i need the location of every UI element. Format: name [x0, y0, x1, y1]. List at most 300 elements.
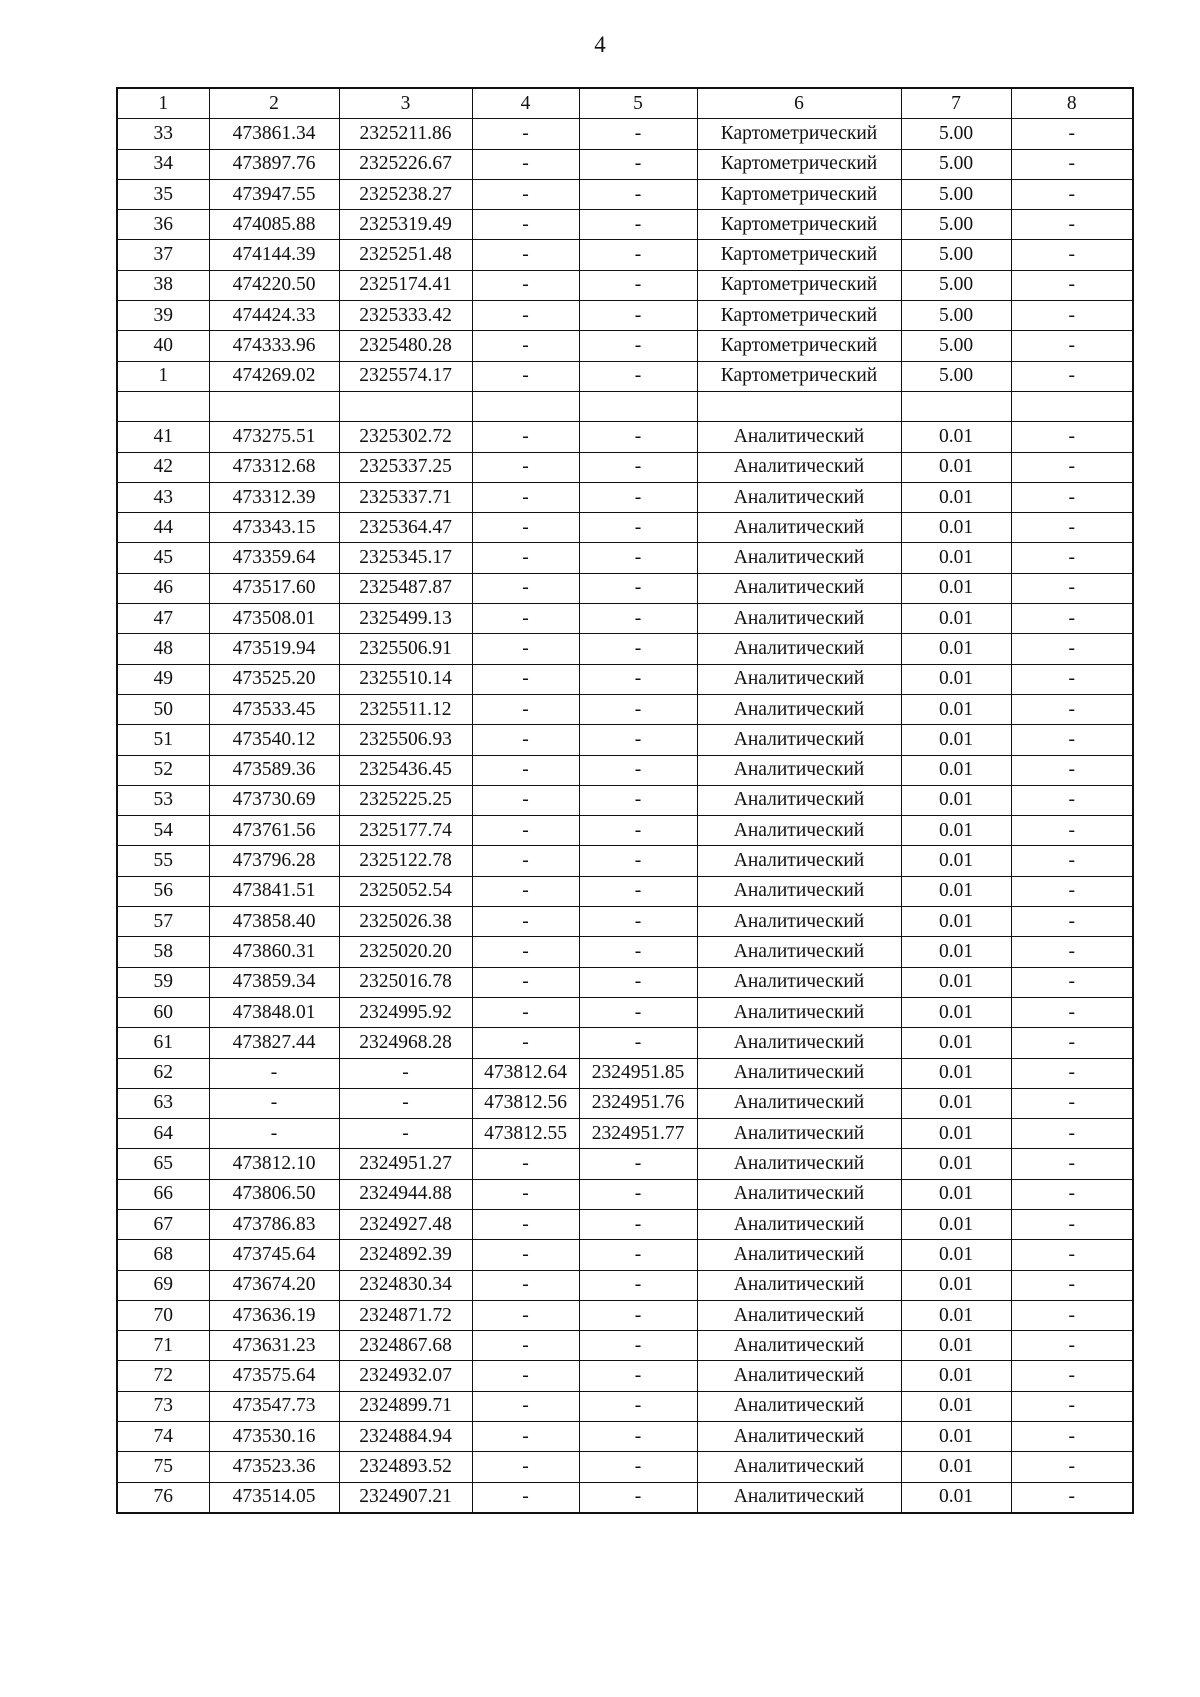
accuracy-cell: 0.01	[901, 664, 1011, 694]
y-coordinate-alt-cell: -	[579, 1240, 697, 1270]
method-cell: Аналитический	[697, 1240, 901, 1270]
description-cell: -	[1011, 694, 1133, 724]
method-cell: Картометрический	[697, 331, 901, 361]
method-cell: Картометрический	[697, 301, 901, 331]
y-coordinate-cell: 2325506.93	[339, 725, 472, 755]
table-row	[117, 1119, 1133, 1149]
description-cell: -	[1011, 270, 1133, 300]
accuracy-cell: 0.01	[901, 997, 1011, 1027]
x-coordinate-cell: 474424.33	[209, 301, 339, 331]
accuracy-cell: 0.01	[901, 1482, 1011, 1513]
y-coordinate-alt-cell: -	[579, 1452, 697, 1482]
x-coordinate-cell: 473575.64	[209, 1361, 339, 1391]
x-coordinate-alt-cell: -	[472, 1209, 579, 1239]
y-coordinate-alt-cell: -	[579, 1209, 697, 1239]
y-coordinate-alt-cell: 2324951.85	[579, 1058, 697, 1088]
y-coordinate-alt-cell: 2324951.76	[579, 1088, 697, 1118]
method-cell: Картометрический	[697, 119, 901, 149]
table-row	[117, 331, 1133, 361]
y-coordinate-cell: 2324899.71	[339, 1391, 472, 1421]
x-coordinate-cell: 474220.50	[209, 270, 339, 300]
description-cell: -	[1011, 816, 1133, 846]
accuracy-cell: 0.01	[901, 876, 1011, 906]
accuracy-cell: 0.01	[901, 967, 1011, 997]
x-coordinate-alt-cell: -	[472, 452, 579, 482]
y-coordinate-cell: 2325511.12	[339, 694, 472, 724]
accuracy-cell: 0.01	[901, 513, 1011, 543]
y-coordinate-alt-cell: -	[579, 604, 697, 634]
description-cell: -	[1011, 1119, 1133, 1149]
y-coordinate-alt-cell: -	[579, 270, 697, 300]
x-coordinate-alt-cell: -	[472, 604, 579, 634]
page-number: 4	[594, 32, 606, 57]
table-row	[117, 907, 1133, 937]
accuracy-cell: 0.01	[901, 755, 1011, 785]
accuracy-cell: 5.00	[901, 119, 1011, 149]
accuracy-cell: 0.01	[901, 1331, 1011, 1361]
table-row	[117, 149, 1133, 179]
x-coordinate-cell: 473312.39	[209, 482, 339, 512]
y-coordinate-alt-cell: -	[579, 1270, 697, 1300]
accuracy-cell: 0.01	[901, 937, 1011, 967]
x-coordinate-alt-cell: -	[472, 149, 579, 179]
x-coordinate-alt-cell: -	[472, 1331, 579, 1361]
table-row	[117, 604, 1133, 634]
method-cell: Картометрический	[697, 179, 901, 209]
method-cell: Аналитический	[697, 1422, 901, 1452]
description-cell: -	[1011, 725, 1133, 755]
accuracy-cell: 0.01	[901, 1028, 1011, 1058]
point-number-cell: 72	[117, 1361, 209, 1391]
method-cell: Аналитический	[697, 573, 901, 603]
x-coordinate-cell: 473730.69	[209, 785, 339, 815]
x-coordinate-alt-cell: -	[472, 1028, 579, 1058]
y-coordinate-alt-cell: -	[579, 573, 697, 603]
table-row	[117, 816, 1133, 846]
point-number-cell: 75	[117, 1452, 209, 1482]
y-coordinate-alt-cell: -	[579, 301, 697, 331]
accuracy-cell: 0.01	[901, 1179, 1011, 1209]
table-row	[117, 1028, 1133, 1058]
y-coordinate-alt-cell: -	[579, 1179, 697, 1209]
y-coordinate-alt-cell: -	[579, 513, 697, 543]
y-coordinate-cell: 2325499.13	[339, 604, 472, 634]
method-cell: Аналитический	[697, 1300, 901, 1330]
table-row	[117, 1209, 1133, 1239]
y-coordinate-alt-cell: -	[579, 1331, 697, 1361]
description-cell: -	[1011, 1452, 1133, 1482]
accuracy-cell: 5.00	[901, 361, 1011, 391]
y-coordinate-cell: 2324871.72	[339, 1300, 472, 1330]
point-number-cell: 49	[117, 664, 209, 694]
x-coordinate-cell: 473631.23	[209, 1331, 339, 1361]
method-cell: Аналитический	[697, 1331, 901, 1361]
x-coordinate-cell: 473517.60	[209, 573, 339, 603]
y-coordinate-cell: 2324893.52	[339, 1452, 472, 1482]
y-coordinate-cell: 2325345.17	[339, 543, 472, 573]
table-row	[117, 997, 1133, 1027]
accuracy-cell: 0.01	[901, 1119, 1011, 1149]
method-cell: Аналитический	[697, 725, 901, 755]
x-coordinate-alt-cell: -	[472, 1240, 579, 1270]
x-coordinate-cell: 473523.36	[209, 1452, 339, 1482]
x-coordinate-cell: 473674.20	[209, 1270, 339, 1300]
accuracy-cell: 0.01	[901, 1300, 1011, 1330]
accuracy-cell: 5.00	[901, 210, 1011, 240]
point-number-cell: 35	[117, 179, 209, 209]
header-cell: 7	[901, 88, 1011, 119]
point-number-cell: 73	[117, 1391, 209, 1421]
point-number-cell: 68	[117, 1240, 209, 1270]
y-coordinate-alt-cell: -	[579, 785, 697, 815]
x-coordinate-alt-cell: -	[472, 997, 579, 1027]
description-cell: -	[1011, 543, 1133, 573]
point-number-cell: 54	[117, 816, 209, 846]
method-cell: Аналитический	[697, 907, 901, 937]
header-cell: 2	[209, 88, 339, 119]
method-cell: Аналитический	[697, 1088, 901, 1118]
x-coordinate-alt-cell: 473812.64	[472, 1058, 579, 1088]
x-coordinate-alt-cell: -	[472, 1270, 579, 1300]
y-coordinate-cell: 2325122.78	[339, 846, 472, 876]
y-coordinate-cell: 2324884.94	[339, 1422, 472, 1452]
accuracy-cell: 0.01	[901, 1452, 1011, 1482]
table-row	[117, 1361, 1133, 1391]
table-row	[117, 1452, 1133, 1482]
x-coordinate-alt-cell: -	[472, 937, 579, 967]
y-coordinate-alt-cell: 2324951.77	[579, 1119, 697, 1149]
y-coordinate-alt-cell: -	[579, 664, 697, 694]
table-row	[117, 937, 1133, 967]
x-coordinate-alt-cell: -	[472, 1149, 579, 1179]
y-coordinate-cell: 2324892.39	[339, 1240, 472, 1270]
x-coordinate-cell: 473514.05	[209, 1482, 339, 1513]
description-cell: -	[1011, 937, 1133, 967]
method-cell: Картометрический	[697, 270, 901, 300]
point-number-cell: 67	[117, 1209, 209, 1239]
accuracy-cell	[901, 391, 1011, 421]
accuracy-cell: 0.01	[901, 1240, 1011, 1270]
y-coordinate-cell: 2325020.20	[339, 937, 472, 967]
table-row	[117, 1391, 1133, 1421]
table-row	[117, 1300, 1133, 1330]
method-cell: Аналитический	[697, 1179, 901, 1209]
x-coordinate-alt-cell: -	[472, 1300, 579, 1330]
y-coordinate-cell: 2324830.34	[339, 1270, 472, 1300]
method-cell: Аналитический	[697, 482, 901, 512]
method-cell: Аналитический	[697, 694, 901, 724]
accuracy-cell: 0.01	[901, 604, 1011, 634]
method-cell: Аналитический	[697, 513, 901, 543]
y-coordinate-alt-cell: -	[579, 967, 697, 997]
accuracy-cell: 0.01	[901, 907, 1011, 937]
description-cell: -	[1011, 907, 1133, 937]
y-coordinate-cell: 2325319.49	[339, 210, 472, 240]
description-cell: -	[1011, 422, 1133, 452]
table-row	[117, 876, 1133, 906]
description-cell	[1011, 391, 1133, 421]
method-cell: Картометрический	[697, 149, 901, 179]
table-row	[117, 1058, 1133, 1088]
x-coordinate-cell: 474085.88	[209, 210, 339, 240]
y-coordinate-cell: 2325333.42	[339, 301, 472, 331]
point-number-cell: 37	[117, 240, 209, 270]
y-coordinate-cell: 2325506.91	[339, 634, 472, 664]
point-number-cell: 56	[117, 876, 209, 906]
accuracy-cell: 5.00	[901, 149, 1011, 179]
y-coordinate-cell: 2324927.48	[339, 1209, 472, 1239]
table-row	[117, 755, 1133, 785]
point-number-cell	[117, 391, 209, 421]
accuracy-cell: 5.00	[901, 240, 1011, 270]
y-coordinate-alt-cell: -	[579, 816, 697, 846]
table-row	[117, 482, 1133, 512]
method-cell: Аналитический	[697, 604, 901, 634]
point-number-cell: 69	[117, 1270, 209, 1300]
x-coordinate-cell: 473745.64	[209, 1240, 339, 1270]
y-coordinate-cell: 2324944.88	[339, 1179, 472, 1209]
table-row	[117, 1270, 1133, 1300]
header-cell: 4	[472, 88, 579, 119]
point-number-cell: 43	[117, 482, 209, 512]
x-coordinate-alt-cell: -	[472, 513, 579, 543]
accuracy-cell: 0.01	[901, 816, 1011, 846]
x-coordinate-cell	[209, 391, 339, 421]
y-coordinate-alt-cell: -	[579, 907, 697, 937]
method-cell: Аналитический	[697, 997, 901, 1027]
accuracy-cell: 0.01	[901, 634, 1011, 664]
y-coordinate-alt-cell: -	[579, 452, 697, 482]
y-coordinate-cell: 2325487.87	[339, 573, 472, 603]
y-coordinate-cell: 2325026.38	[339, 907, 472, 937]
accuracy-cell: 0.01	[901, 1422, 1011, 1452]
table-row	[117, 422, 1133, 452]
x-coordinate-cell: 473540.12	[209, 725, 339, 755]
y-coordinate-alt-cell: -	[579, 725, 697, 755]
point-number-cell: 34	[117, 149, 209, 179]
method-cell: Аналитический	[697, 1482, 901, 1513]
description-cell: -	[1011, 1270, 1133, 1300]
accuracy-cell: 0.01	[901, 1088, 1011, 1118]
x-coordinate-alt-cell: -	[472, 725, 579, 755]
y-coordinate-alt-cell: -	[579, 361, 697, 391]
y-coordinate-cell	[339, 391, 472, 421]
x-coordinate-cell: 473359.64	[209, 543, 339, 573]
y-coordinate-alt-cell: -	[579, 331, 697, 361]
x-coordinate-cell: 473275.51	[209, 422, 339, 452]
y-coordinate-alt-cell: -	[579, 482, 697, 512]
description-cell: -	[1011, 755, 1133, 785]
description-cell: -	[1011, 1179, 1133, 1209]
table-row	[117, 179, 1133, 209]
point-number-cell: 38	[117, 270, 209, 300]
table-row	[117, 1088, 1133, 1118]
x-coordinate-cell: 474144.39	[209, 240, 339, 270]
x-coordinate-cell: 473530.16	[209, 1422, 339, 1452]
accuracy-cell: 0.01	[901, 422, 1011, 452]
table-row	[117, 1149, 1133, 1179]
y-coordinate-cell: 2324951.27	[339, 1149, 472, 1179]
accuracy-cell: 0.01	[901, 1209, 1011, 1239]
x-coordinate-alt-cell: -	[472, 785, 579, 815]
table-row	[117, 240, 1133, 270]
y-coordinate-cell: 2325211.86	[339, 119, 472, 149]
accuracy-cell: 0.01	[901, 1270, 1011, 1300]
point-number-cell: 74	[117, 1422, 209, 1452]
description-cell: -	[1011, 331, 1133, 361]
point-number-cell: 41	[117, 422, 209, 452]
description-cell: -	[1011, 240, 1133, 270]
coordinates-table	[116, 87, 1134, 1514]
x-coordinate-alt-cell: -	[472, 301, 579, 331]
point-number-cell: 55	[117, 846, 209, 876]
description-cell: -	[1011, 997, 1133, 1027]
header-cell: 8	[1011, 88, 1133, 119]
point-number-cell: 50	[117, 694, 209, 724]
x-coordinate-cell: 473312.68	[209, 452, 339, 482]
table-row	[117, 391, 1133, 421]
x-coordinate-cell: 473533.45	[209, 694, 339, 724]
table-row	[117, 664, 1133, 694]
accuracy-cell: 0.01	[901, 694, 1011, 724]
y-coordinate-cell: 2325251.48	[339, 240, 472, 270]
accuracy-cell: 0.01	[901, 1058, 1011, 1088]
method-cell: Картометрический	[697, 361, 901, 391]
y-coordinate-alt-cell: -	[579, 755, 697, 785]
x-coordinate-alt-cell: -	[472, 1391, 579, 1421]
description-cell: -	[1011, 513, 1133, 543]
point-number-cell: 61	[117, 1028, 209, 1058]
method-cell: Аналитический	[697, 452, 901, 482]
y-coordinate-cell: -	[339, 1088, 472, 1118]
description-cell: -	[1011, 482, 1133, 512]
point-number-cell: 53	[117, 785, 209, 815]
x-coordinate-cell: 473519.94	[209, 634, 339, 664]
x-coordinate-alt-cell: -	[472, 1452, 579, 1482]
table-row	[117, 1422, 1133, 1452]
point-number-cell: 66	[117, 1179, 209, 1209]
accuracy-cell: 0.01	[901, 482, 1011, 512]
description-cell: -	[1011, 1028, 1133, 1058]
y-coordinate-cell: 2324907.21	[339, 1482, 472, 1513]
method-cell: Аналитический	[697, 937, 901, 967]
x-coordinate-cell: 473547.73	[209, 1391, 339, 1421]
table-row	[117, 1331, 1133, 1361]
x-coordinate-alt-cell: -	[472, 422, 579, 452]
description-cell: -	[1011, 210, 1133, 240]
y-coordinate-cell: 2325177.74	[339, 816, 472, 846]
y-coordinate-cell: 2325510.14	[339, 664, 472, 694]
y-coordinate-cell: 2325574.17	[339, 361, 472, 391]
x-coordinate-cell: 473897.76	[209, 149, 339, 179]
y-coordinate-alt-cell: -	[579, 119, 697, 149]
point-number-cell: 47	[117, 604, 209, 634]
y-coordinate-alt-cell: -	[579, 240, 697, 270]
table-row	[117, 634, 1133, 664]
description-cell: -	[1011, 1300, 1133, 1330]
y-coordinate-cell: 2325016.78	[339, 967, 472, 997]
y-coordinate-alt-cell: -	[579, 179, 697, 209]
y-coordinate-cell: 2325302.72	[339, 422, 472, 452]
x-coordinate-alt-cell: -	[472, 361, 579, 391]
table-row	[117, 694, 1133, 724]
x-coordinate-cell: -	[209, 1088, 339, 1118]
y-coordinate-cell: -	[339, 1058, 472, 1088]
y-coordinate-cell: 2324867.68	[339, 1331, 472, 1361]
description-cell: -	[1011, 1422, 1133, 1452]
method-cell: Аналитический	[697, 1028, 901, 1058]
point-number-cell: 44	[117, 513, 209, 543]
point-number-cell: 45	[117, 543, 209, 573]
y-coordinate-alt-cell: -	[579, 1422, 697, 1452]
table-row	[117, 543, 1133, 573]
y-coordinate-alt-cell	[579, 391, 697, 421]
x-coordinate-alt-cell: -	[472, 543, 579, 573]
y-coordinate-cell: 2325364.47	[339, 513, 472, 543]
description-cell: -	[1011, 1209, 1133, 1239]
table-row	[117, 967, 1133, 997]
y-coordinate-cell: 2325226.67	[339, 149, 472, 179]
method-cell: Аналитический	[697, 634, 901, 664]
method-cell: Аналитический	[697, 755, 901, 785]
description-cell: -	[1011, 1149, 1133, 1179]
y-coordinate-cell: 2325238.27	[339, 179, 472, 209]
table-row	[117, 785, 1133, 815]
y-coordinate-alt-cell: -	[579, 422, 697, 452]
method-cell: Аналитический	[697, 1391, 901, 1421]
y-coordinate-alt-cell: -	[579, 876, 697, 906]
method-cell: Аналитический	[697, 876, 901, 906]
x-coordinate-cell: 473860.31	[209, 937, 339, 967]
accuracy-cell: 0.01	[901, 573, 1011, 603]
description-cell: -	[1011, 573, 1133, 603]
y-coordinate-alt-cell: -	[579, 1149, 697, 1179]
y-coordinate-alt-cell: -	[579, 1482, 697, 1513]
table-row	[117, 210, 1133, 240]
accuracy-cell: 0.01	[901, 785, 1011, 815]
description-cell: -	[1011, 604, 1133, 634]
point-number-cell: 76	[117, 1482, 209, 1513]
x-coordinate-alt-cell	[472, 391, 579, 421]
table-body	[117, 88, 1133, 1513]
x-coordinate-alt-cell: -	[472, 907, 579, 937]
y-coordinate-cell: 2325436.45	[339, 755, 472, 785]
method-cell: Аналитический	[697, 967, 901, 997]
method-cell: Аналитический	[697, 1270, 901, 1300]
description-cell: -	[1011, 149, 1133, 179]
method-cell: Аналитический	[697, 785, 901, 815]
method-cell: Аналитический	[697, 543, 901, 573]
y-coordinate-alt-cell: -	[579, 997, 697, 1027]
table-row	[117, 513, 1133, 543]
x-coordinate-cell: 473827.44	[209, 1028, 339, 1058]
x-coordinate-cell: 473508.01	[209, 604, 339, 634]
x-coordinate-cell: 473947.55	[209, 179, 339, 209]
y-coordinate-alt-cell: -	[579, 543, 697, 573]
accuracy-cell: 0.01	[901, 725, 1011, 755]
point-number-cell: 51	[117, 725, 209, 755]
x-coordinate-alt-cell: -	[472, 664, 579, 694]
y-coordinate-alt-cell: -	[579, 1391, 697, 1421]
point-number-cell: 63	[117, 1088, 209, 1118]
y-coordinate-cell: 2325174.41	[339, 270, 472, 300]
table-header-row	[117, 88, 1133, 119]
x-coordinate-alt-cell: -	[472, 482, 579, 512]
point-number-cell: 1	[117, 361, 209, 391]
method-cell: Картометрический	[697, 210, 901, 240]
x-coordinate-alt-cell: -	[472, 1361, 579, 1391]
description-cell: -	[1011, 179, 1133, 209]
